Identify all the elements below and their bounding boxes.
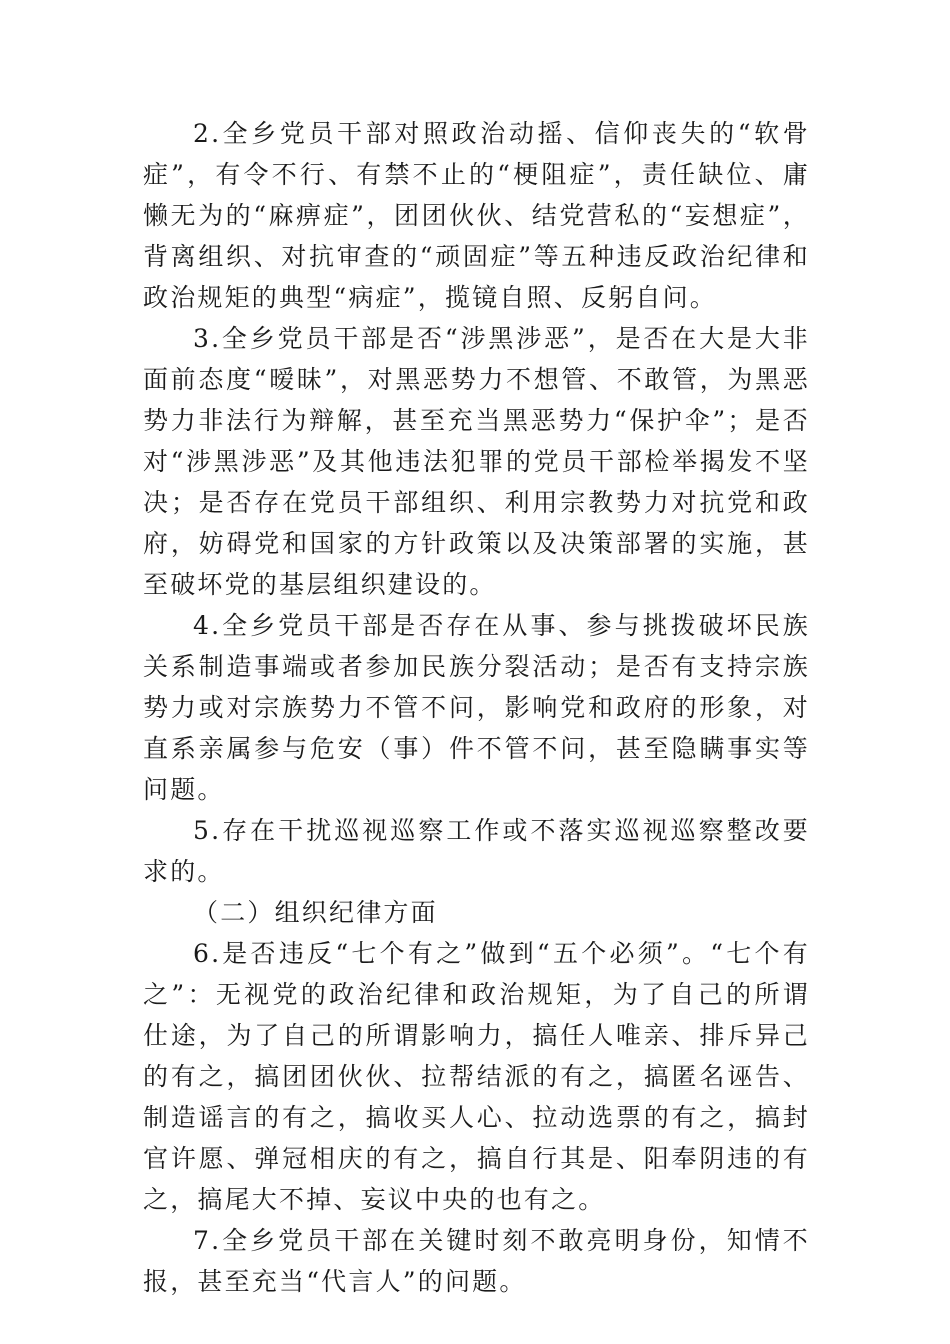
section-heading: （二）组织纪律方面 bbox=[193, 898, 438, 927]
paragraph-7: 7.全乡党员干部在关键时刻不敢亮明身份，知情不报，甚至充当“代言人”的问题。 bbox=[143, 1226, 810, 1296]
paragraph-4: 4.全乡党员干部是否存在从事、参与挑拨破坏民族关系制造事端或者参加民族分裂活动；是否有支持宗族势力或对宗族势力不管不问，影响党和政府的形象，对直系亲属参与危安（事）件不管不问，甚至隐瞒事实等问题。 bbox=[143, 611, 810, 804]
paragraph-2: 2.全乡党员干部对照政治动摇、信仰丧失的“软骨症”，有令不行、有禁不止的“梗阻症”，责任缺位、庸懒无为的“麻痹症”，团团伙伙、结党营私的“妄想症”，背离组织、对抗审查的“顽固症”等五种违反政治纪律和政治规矩的典型“病症”，揽镜自照、反躬自问。 bbox=[143, 119, 810, 312]
paragraph-5: 5.存在干扰巡视巡察工作或不落实巡视巡察整改要求的。 bbox=[143, 816, 810, 886]
paragraph-6: 6.是否违反“七个有之”做到“五个必须”。“七个有之”：无视党的政治纪律和政治规矩，为了自己的所谓仕途，为了自己的所谓影响力，搞任人唯亲、排斥异己的有之，搞团团伙伙、拉帮结派的有之，搞匿名诬告、制造谣言的有之，搞收买人心、拉动选票的有之，搞封官许愿、弹冠相庆的有之，搞自行其是、阳奉阴违的有之，搞尾大不掉、妄议中央的也有之。 bbox=[143, 939, 810, 1214]
document-page bbox=[143, 113, 810, 1302]
paragraph-3: 3.全乡党员干部是否“涉黑涉恶”，是否在大是大非面前态度“暧昧”，对黑恶势力不想管、不敢管，为黑恶势力非法行为辩解，甚至充当黑恶势力“保护伞”；是否对“涉黑涉恶”及其他违法犯罪的党员干部检举揭发不坚决；是否存在党员干部组织、利用宗教势力对抗党和政府，妨碍党和国家的方针政策以及决策部署的实施，甚至破坏党的基层组织建设的。 bbox=[143, 324, 810, 599]
